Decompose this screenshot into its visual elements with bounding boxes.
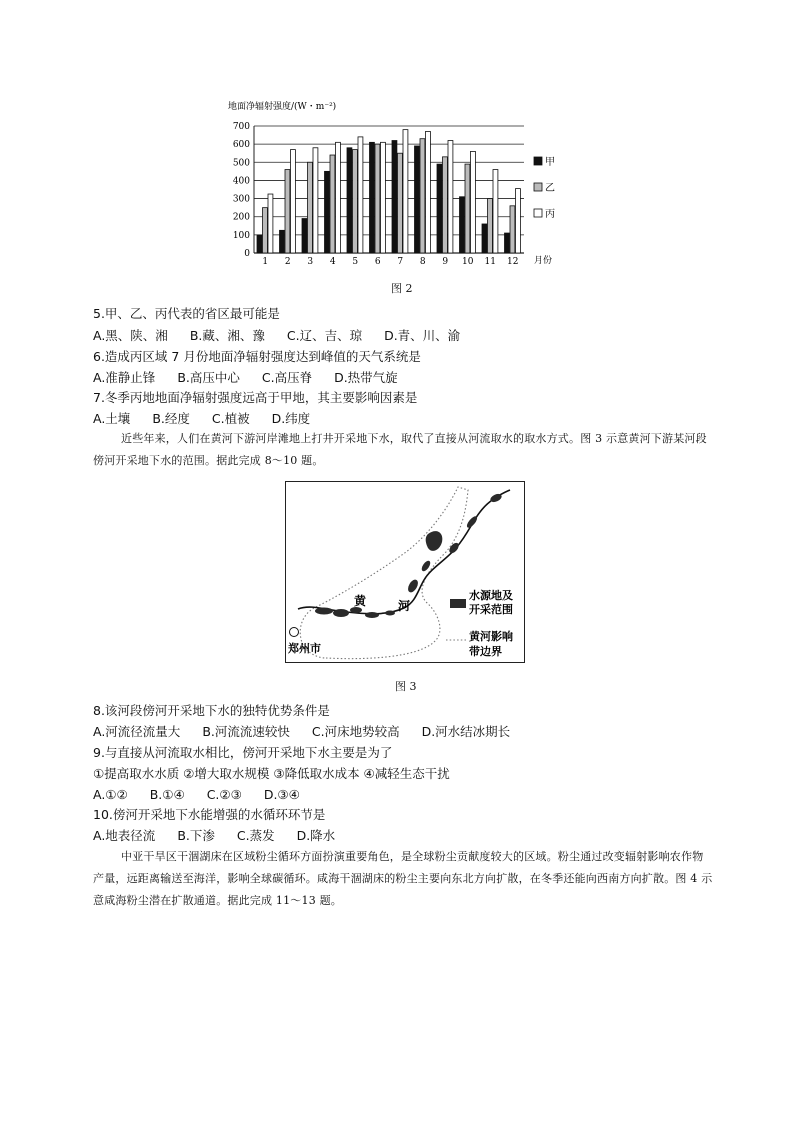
- river-label-1: 黄: [354, 594, 367, 608]
- figure-2: [222, 98, 562, 273]
- bar-丙-1: [268, 194, 273, 253]
- city-marker: [290, 628, 299, 637]
- option[interactable]: B.河流流速较快: [202, 724, 290, 739]
- bar-乙-3: [308, 162, 313, 253]
- option[interactable]: C.蒸发: [236, 828, 275, 843]
- question-8-options: [93, 724, 532, 740]
- legend-source-swatch: [450, 599, 466, 608]
- legend-boundary-line1: 黄河影响: [469, 630, 513, 643]
- bar-丙-2: [291, 150, 296, 253]
- option[interactable]: A.土壤: [93, 411, 131, 426]
- bar-甲-3: [302, 219, 307, 253]
- legend-source-line1: 水源地及: [469, 589, 513, 602]
- question-6-options: [93, 370, 420, 386]
- legend-label: 丙: [545, 209, 555, 220]
- bar-乙-5: [353, 150, 358, 253]
- option[interactable]: C.辽、吉、琼: [286, 328, 363, 343]
- x-tick-label: 2: [284, 257, 291, 267]
- option[interactable]: A.准静止锋: [93, 370, 156, 385]
- bar-丙-9: [448, 141, 453, 253]
- x-tick-label: 10: [462, 257, 474, 267]
- bar-甲-10: [460, 197, 465, 253]
- bar-丙-10: [471, 151, 476, 253]
- bar-乙-2: [285, 170, 290, 253]
- question-10-stem: 10.傍河开采地下水能增强的水循环环节是: [93, 807, 326, 822]
- bar-丙-12: [516, 189, 521, 253]
- bar-丙-6: [381, 142, 386, 253]
- option[interactable]: C.植被: [211, 411, 250, 426]
- option[interactable]: D.河水结冰期长: [421, 724, 511, 739]
- figure-3-caption: 图 3: [395, 680, 417, 693]
- bar-丙-7: [403, 130, 408, 253]
- option[interactable]: B.高压中心: [177, 370, 240, 385]
- y-tick-label: 200: [232, 212, 250, 223]
- bar-乙-7: [398, 153, 403, 253]
- option[interactable]: B.①④: [149, 787, 185, 802]
- option[interactable]: D.降水: [296, 828, 336, 843]
- legend-swatch: [534, 157, 542, 165]
- yellow-river-map: [286, 482, 523, 661]
- y-tick-label: 300: [232, 194, 250, 205]
- bar-乙-8: [420, 139, 425, 253]
- option[interactable]: A.①②: [93, 787, 128, 802]
- bar-甲-8: [415, 146, 420, 253]
- bar-甲-12: [505, 233, 510, 253]
- x-tick-label: 4: [329, 257, 336, 267]
- bar-甲-6: [370, 142, 375, 253]
- legend-boundary-line2: 带边界: [469, 645, 502, 658]
- option[interactable]: C.河床地势较高: [311, 724, 400, 739]
- chart-xlabel: 月份: [534, 256, 553, 266]
- bar-丙-11: [493, 170, 498, 253]
- net-radiation-bar-chart: [222, 98, 562, 273]
- x-tick-label: 9: [442, 257, 449, 267]
- option[interactable]: A.地表径流: [93, 828, 156, 843]
- question-7-options: [93, 411, 332, 427]
- legend-source-line2: 开采范围: [469, 603, 513, 616]
- bar-甲-2: [280, 230, 285, 253]
- bar-丙-8: [426, 131, 431, 253]
- question-5-stem: 5.甲、乙、丙代表的省区最可能是: [93, 306, 280, 321]
- figure-2-caption: 图 2: [391, 282, 413, 295]
- x-tick-label: 7: [397, 257, 404, 267]
- chart-ylabel: 地面净辐射强度/(W・m⁻²): [228, 102, 337, 112]
- option[interactable]: D.青、川、渝: [384, 328, 461, 343]
- question-7-stem: 7.冬季丙地地面净辐射强度远高于甲地，其主要影响因素是: [93, 390, 418, 405]
- question-5-options: [93, 328, 482, 344]
- bar-乙-12: [510, 206, 515, 253]
- bar-甲-11: [482, 224, 487, 253]
- option[interactable]: B.下渗: [177, 828, 215, 843]
- x-tick-label: 5: [352, 257, 359, 267]
- bar-乙-1: [263, 208, 268, 253]
- bar-甲-9: [437, 164, 442, 253]
- option[interactable]: D.③④: [263, 787, 300, 802]
- legend-label: 甲: [545, 157, 555, 168]
- y-tick-label: 400: [232, 176, 250, 187]
- legend-swatch: [534, 183, 542, 191]
- option[interactable]: D.热带气旋: [334, 370, 398, 385]
- city-label: 郑州市: [288, 642, 321, 655]
- option[interactable]: A.河流径流量大: [93, 724, 181, 739]
- legend-label: 乙: [545, 183, 555, 194]
- bar-乙-10: [465, 164, 470, 253]
- question-9-stem: 9.与直接从河流取水相比，傍河开采地下水主要是为了: [93, 745, 393, 760]
- x-tick-label: 3: [307, 257, 314, 267]
- question-9-options: [93, 787, 322, 803]
- bar-乙-11: [488, 199, 493, 253]
- bar-乙-6: [375, 144, 380, 253]
- bar-甲-5: [347, 148, 352, 253]
- y-tick-label: 100: [232, 230, 250, 241]
- passage-1: 近些年来，人们在黄河下游河岸滩地上打井开采地下水，取代了直接从河流取水的取水方式。图 3 示意黄河下游某河段傍河开采地下水的范围。据此完成 8～10 题。: [93, 432, 707, 467]
- y-tick-label: 600: [232, 140, 250, 151]
- option[interactable]: B.经度: [152, 411, 190, 426]
- figure-3: [285, 481, 525, 663]
- x-tick-label: 1: [262, 257, 269, 267]
- bar-乙-9: [443, 157, 448, 253]
- question-9-choices: ①提高取水水质 ②增大取水规模 ③降低取水成本 ④减轻生态干扰: [93, 766, 450, 781]
- bar-甲-7: [392, 141, 397, 253]
- x-tick-label: 8: [419, 257, 426, 267]
- option[interactable]: D.纬度: [271, 411, 311, 426]
- passage-2: 中亚干旱区干涸湖床在区域粉尘循环方面扮演重要角色，是全球粉尘贡献度较大的区域。粉尘通过改变辐射影响农作物产量，远距离输送至海洋，影响全球碳循环。咸海干涸湖床的粉尘主要向东北方向扩散，在冬季还能向西南方向扩散。图 4 示意咸海粉尘潜在扩散通道。据此完成 11～13 题。: [93, 850, 713, 907]
- option[interactable]: A.黑、陕、湘: [93, 328, 168, 343]
- question-6-stem: 6.造成丙区域 7 月份地面净辐射强度达到峰值的天气系统是: [93, 349, 421, 364]
- bar-丙-5: [358, 137, 363, 253]
- bar-甲-4: [325, 171, 330, 253]
- question-8-stem: 8.该河段傍河开采地下水的独特优势条件是: [93, 703, 330, 718]
- x-tick-label: 6: [374, 257, 381, 267]
- y-tick-label: 700: [232, 122, 250, 132]
- bar-丙-3: [313, 148, 318, 253]
- question-10-options: [93, 828, 357, 844]
- legend-swatch: [534, 209, 542, 217]
- y-tick-label: 500: [232, 158, 250, 169]
- bar-甲-1: [257, 235, 262, 253]
- option[interactable]: C.②③: [206, 787, 242, 802]
- x-tick-label: 11: [484, 257, 496, 267]
- y-tick-label: 0: [244, 249, 250, 259]
- option[interactable]: B.藏、湘、豫: [189, 328, 265, 343]
- x-tick-label: 12: [507, 257, 519, 267]
- river-label-2: 河: [398, 599, 411, 613]
- bar-丙-4: [336, 142, 341, 253]
- influence-belt-boundary: [300, 487, 468, 659]
- option[interactable]: C.高压脊: [261, 370, 313, 385]
- bar-乙-4: [330, 155, 335, 253]
